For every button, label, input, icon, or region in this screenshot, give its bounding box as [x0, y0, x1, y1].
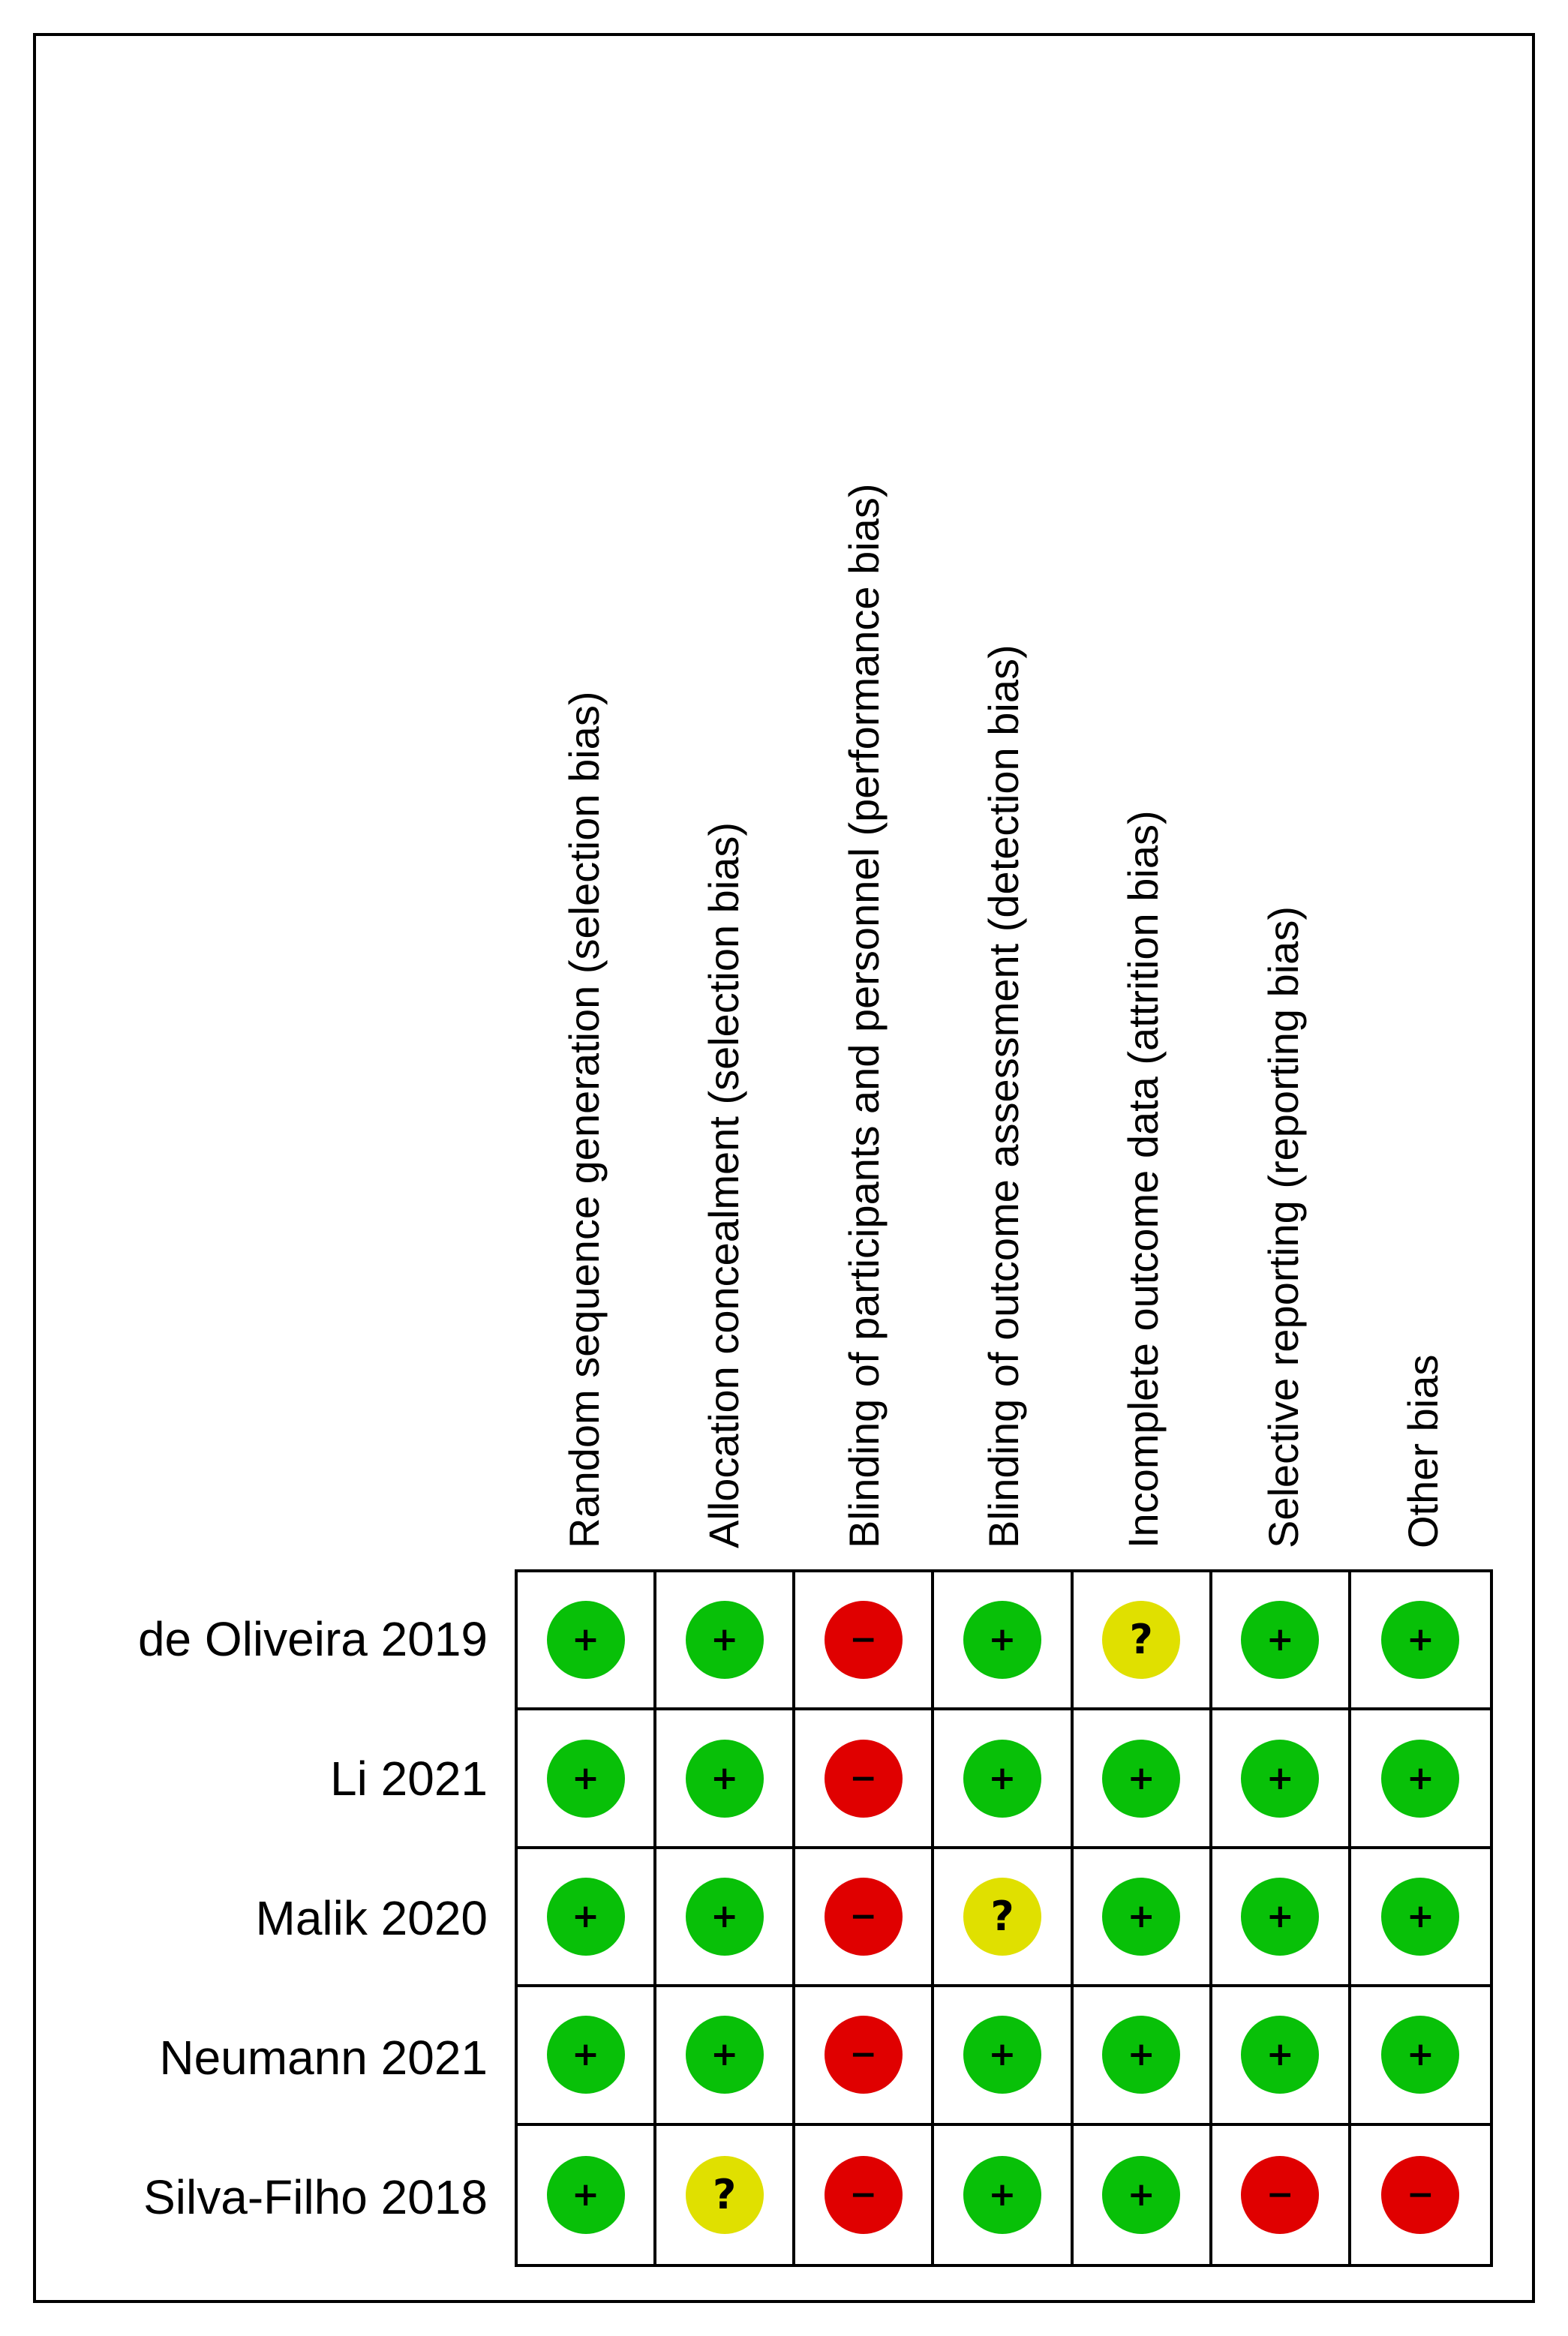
- rating-mark-unclear: ?: [1102, 1601, 1180, 1679]
- rating-cell: [656, 1572, 795, 1710]
- rating-cell: [1212, 1710, 1351, 1848]
- rating-mark-low: +: [963, 1740, 1041, 1818]
- domain-label: Allocation concealment (selection bias): [700, 821, 748, 1548]
- rating-cell: [518, 1572, 656, 1710]
- rating-cell: [795, 1987, 934, 2125]
- rating-mark-low: +: [686, 1601, 764, 1679]
- rating-cell: [518, 1710, 656, 1848]
- rating-mark-low: +: [547, 2156, 625, 2234]
- rating-cell: [518, 1987, 656, 2125]
- rating-cell: [656, 1849, 795, 1987]
- rating-cell: [1074, 1987, 1212, 2125]
- rating-mark-low: +: [1102, 1878, 1180, 1956]
- rating-mark-low: +: [1102, 1740, 1180, 1818]
- rating-cell: [1212, 1572, 1351, 1710]
- rating-cell: [1351, 1987, 1490, 2125]
- rating-mark-low: +: [547, 1601, 625, 1679]
- rating-mark-low: +: [963, 2016, 1041, 2094]
- rating-mark-high: −: [825, 2156, 903, 2234]
- study-label: de Oliveira 2019: [137, 1612, 488, 1666]
- rating-mark-low: +: [963, 2156, 1041, 2234]
- rating-cell: [656, 2126, 795, 2264]
- rating-mark-low: +: [547, 2016, 625, 2094]
- rating-mark-high: −: [825, 1878, 903, 1956]
- rating-cell: [656, 1710, 795, 1848]
- rating-mark-high: −: [825, 2016, 903, 2094]
- rating-cell: [1074, 2126, 1212, 2264]
- rating-cell: [1074, 1710, 1212, 1848]
- rating-mark-unclear: ?: [963, 1878, 1041, 1956]
- rating-cell: [795, 1710, 934, 1848]
- rating-cell: [1212, 1849, 1351, 1987]
- rating-cell: [1351, 1849, 1490, 1987]
- rating-mark-low: +: [1241, 1740, 1319, 1818]
- rating-cell: [1074, 1849, 1212, 1987]
- rating-cell: [1351, 2126, 1490, 2264]
- rating-cell: [1212, 1987, 1351, 2125]
- rating-cell: [934, 1572, 1073, 1710]
- rating-mark-high: −: [1381, 2156, 1459, 2234]
- domain-label: Blinding of outcome assessment (detection bias): [980, 644, 1027, 1548]
- rating-mark-low: +: [1241, 2016, 1319, 2094]
- rating-cell: [1351, 1572, 1490, 1710]
- rating-mark-low: +: [686, 1878, 764, 1956]
- rating-mark-low: +: [963, 1601, 1041, 1679]
- rating-mark-low: +: [547, 1740, 625, 1818]
- rating-mark-low: +: [1241, 1878, 1319, 1956]
- rating-cell: [1351, 1710, 1490, 1848]
- domain-label: Random sequence generation (selection bias): [560, 691, 608, 1548]
- rating-cell: [795, 1849, 934, 1987]
- rating-cell: [934, 1987, 1073, 2125]
- study-label: Silva-Filho 2018: [143, 2170, 488, 2224]
- rating-mark-low: +: [1381, 2016, 1459, 2094]
- rating-cell: [795, 1572, 934, 1710]
- rating-cell: [934, 1849, 1073, 1987]
- rating-mark-high: −: [825, 1740, 903, 1818]
- rating-cell: [656, 1987, 795, 2125]
- rating-cell: [518, 1849, 656, 1987]
- domain-label: Blinding of participants and personnel (performance bias): [840, 483, 888, 1548]
- rating-mark-low: +: [686, 2016, 764, 2094]
- rating-mark-low: +: [1241, 1601, 1319, 1679]
- rating-mark-high: −: [825, 1601, 903, 1679]
- study-label: Neumann 2021: [159, 2031, 488, 2085]
- domain-label: Other bias: [1398, 1354, 1446, 1548]
- study-label: Malik 2020: [255, 1891, 488, 1945]
- rating-mark-low: +: [1102, 2016, 1180, 2094]
- rating-cell: [934, 1710, 1073, 1848]
- risk-of-bias-grid: [515, 1569, 1493, 2267]
- rating-cell: [795, 2126, 934, 2264]
- rating-cell: [1212, 2126, 1351, 2264]
- rating-mark-low: +: [547, 1878, 625, 1956]
- rating-mark-unclear: ?: [686, 2156, 764, 2234]
- rating-cell: [1074, 1572, 1212, 1710]
- domain-label: Incomplete outcome data (attrition bias): [1119, 810, 1167, 1548]
- study-label: Li 2021: [330, 1752, 488, 1806]
- domain-label: Selective reporting (reporting bias): [1259, 906, 1307, 1548]
- rating-mark-low: +: [1381, 1740, 1459, 1818]
- rating-cell: [518, 2126, 656, 2264]
- rating-mark-low: +: [686, 1740, 764, 1818]
- rating-mark-low: +: [1102, 2156, 1180, 2234]
- rating-mark-high: −: [1241, 2156, 1319, 2234]
- rating-mark-low: +: [1381, 1601, 1459, 1679]
- rating-cell: [934, 2126, 1073, 2264]
- rating-mark-low: +: [1381, 1878, 1459, 1956]
